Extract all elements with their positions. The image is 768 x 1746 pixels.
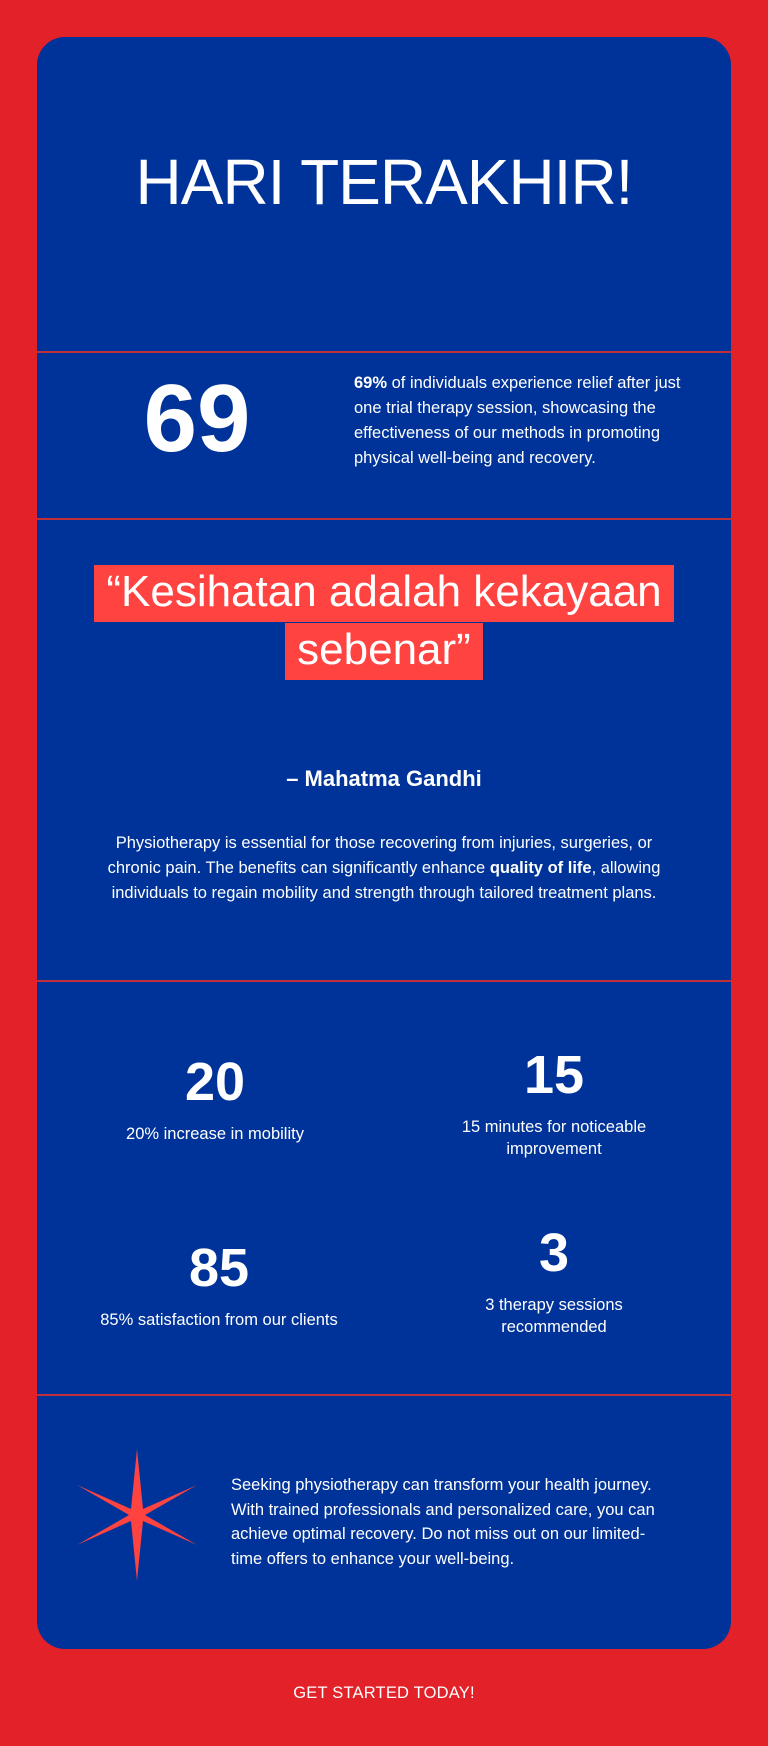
section-divider [37, 518, 731, 520]
quote-line-1: “Kesihatan adalah kekayaan [94, 565, 673, 622]
section-divider [37, 980, 731, 982]
headline-stat-bold: 69% [354, 374, 388, 392]
quote-body-part2: , allowing individuals to regain mobility and strength through tailored treatment plans. [111, 859, 661, 902]
quote-text [37, 563, 731, 679]
stat-label: 3 therapy sessions recommended [485, 1296, 623, 1336]
section-divider [37, 1394, 731, 1396]
headline-stat-description [354, 371, 699, 471]
stat-value: 20 [184, 1052, 246, 1112]
stat-item [59, 1238, 379, 1331]
stat-label: 20% increase in mobility [126, 1125, 304, 1143]
quote-body [99, 831, 669, 906]
quote-body-part1: Physiotherapy is essential for those recovering from injuries, surgeries, or chronic pain. The benefits can significantly enhance [107, 834, 653, 877]
quote-body-bold: quality of life [489, 859, 592, 877]
hero-title: HARI TERAKHIR! [135, 146, 633, 218]
star-burst-icon [77, 1449, 197, 1581]
get-started-link[interactable]: GET STARTED TODAY! [293, 1684, 475, 1702]
section-divider [37, 351, 731, 353]
stat-value: 3 [538, 1223, 570, 1283]
stat-item [394, 1045, 714, 1160]
stat-label: 15 minutes for noticeable improvement [461, 1118, 647, 1158]
stat-value: 15 [523, 1045, 585, 1105]
stat-label: 85% satisfaction from our clients [100, 1311, 338, 1329]
headline-stat-value: 69 [143, 365, 251, 472]
closing-text: Seeking physiotherapy can transform your health journey. With trained professionals and personalized care, you can achieve optimal recovery. Do not miss out on our limited-time offers to enhance your well-being. [231, 1476, 655, 1568]
stat-item [394, 1223, 714, 1338]
stat-value: 85 [188, 1238, 250, 1298]
stat-item [55, 1052, 375, 1145]
promo-card [37, 37, 731, 1649]
quote-author: – Mahatma Gandhi [286, 766, 482, 791]
quote-line-2: sebenar” [285, 623, 483, 680]
headline-stat-text: of individuals experience relief after just one trial therapy session, showcasing the effectiveness of our methods in promoting physical well-being and recovery. [354, 374, 681, 467]
